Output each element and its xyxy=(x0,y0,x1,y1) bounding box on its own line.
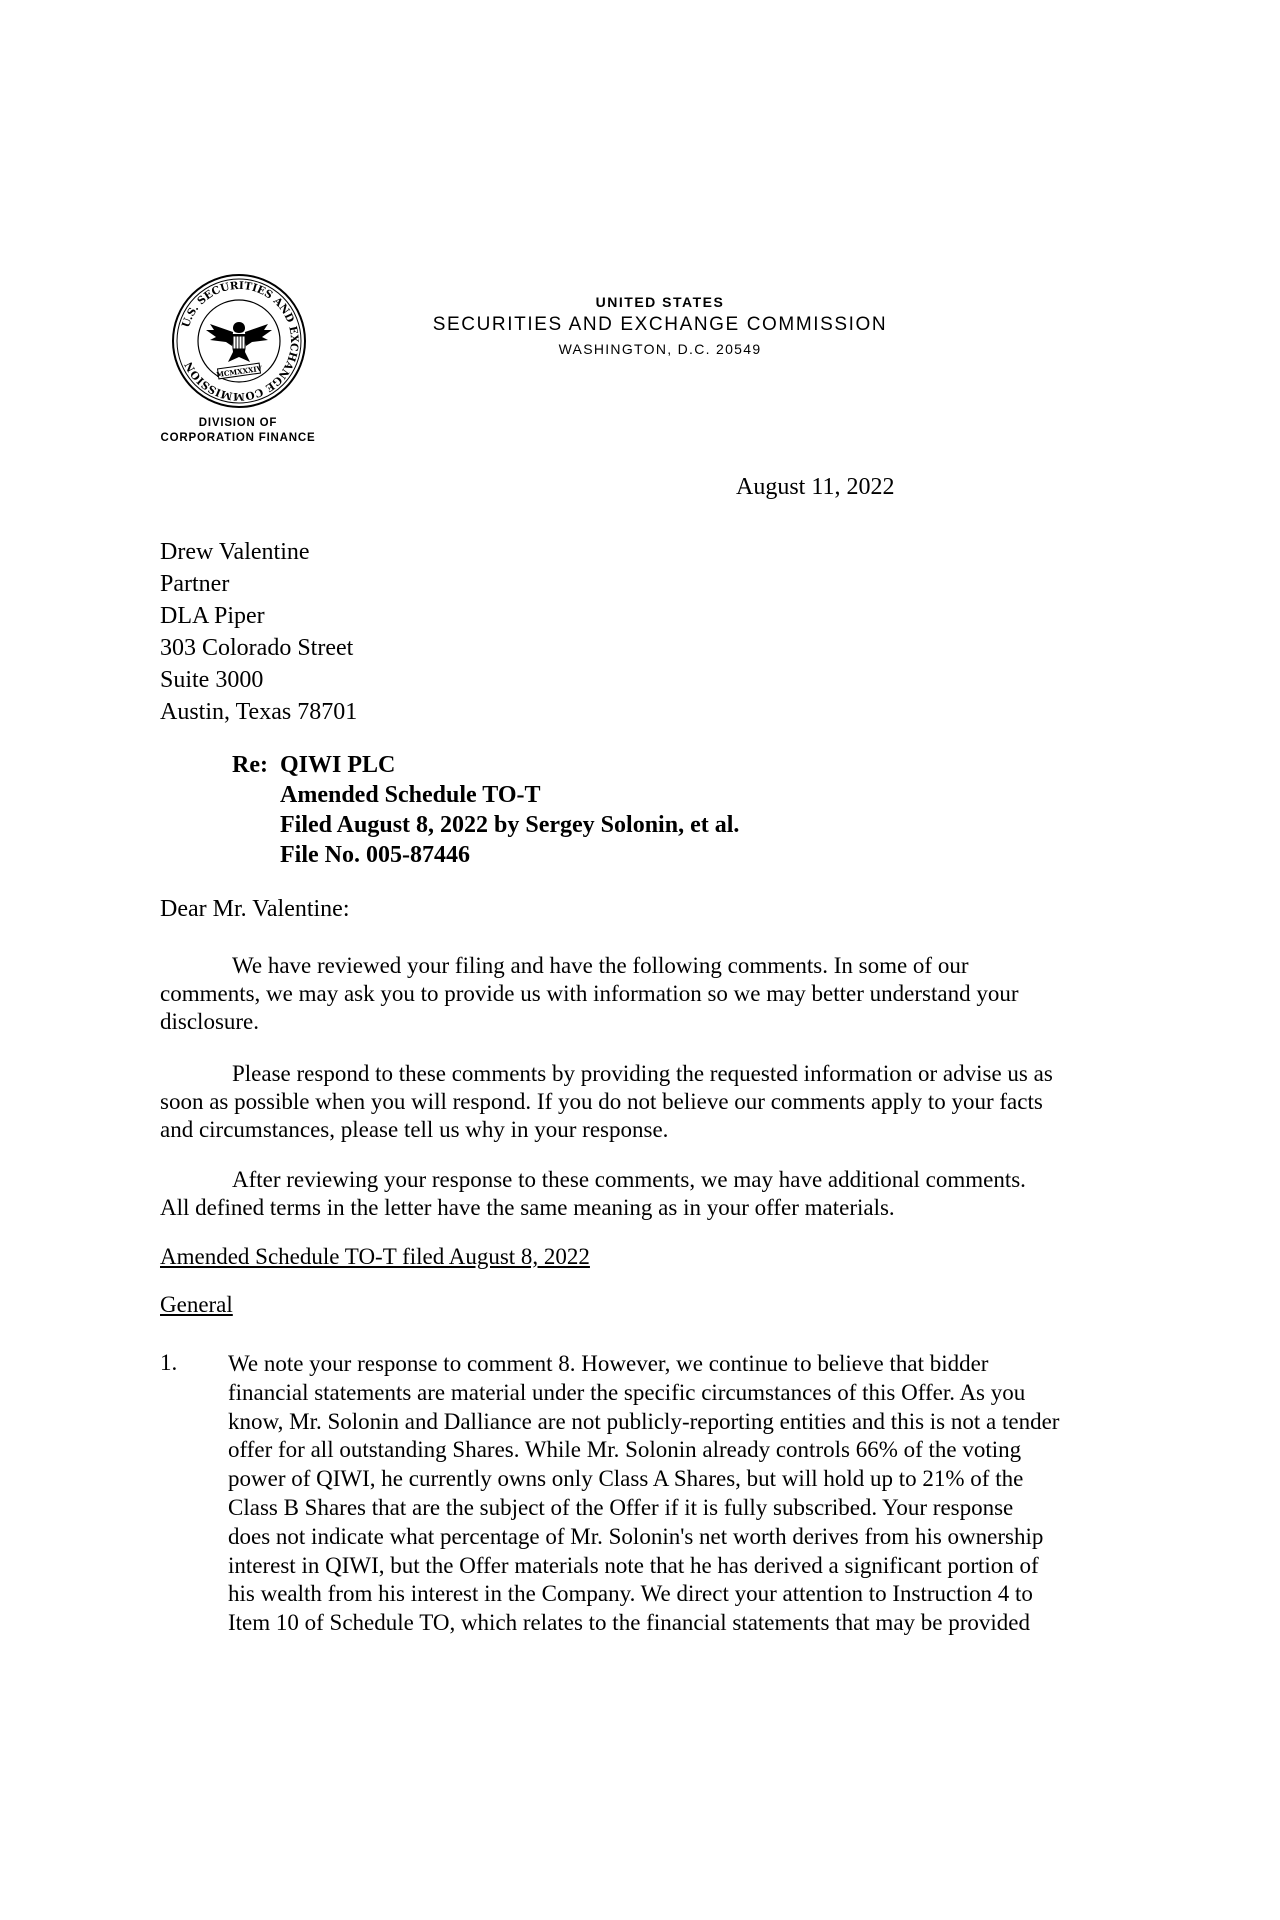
paragraph-3: After reviewing your response to these comments, we may have additional comments. All defined terms in the letter have the same meaning as in your offer materials. xyxy=(160,1167,1026,1220)
seal-year: MCMXXXIV xyxy=(215,363,263,380)
division-label xyxy=(148,416,328,446)
recipient-city: Austin, Texas 78701 xyxy=(160,699,358,725)
re-filed: Filed August 8, 2022 by Sergey Solonin, et al. xyxy=(280,812,740,838)
recipient-address xyxy=(160,536,357,728)
paragraph-2: Please respond to these comments by providing the requested information or advise us as soon as possible when you will respond. If you do not believe our comments apply to your facts and circumstances, please tell us why in your response. xyxy=(160,1061,1053,1142)
division-line-1: DIVISION OF xyxy=(198,417,278,429)
comment-number: 1. xyxy=(160,1350,178,1375)
letter-date: August 11, 2022 xyxy=(736,474,895,500)
letterhead-agency: SECURITIES AND EXCHANGE COMMISSION xyxy=(432,314,888,335)
subsection-heading: General xyxy=(160,1292,233,1317)
letterhead-address: WASHINGTON, D.C. 20549 xyxy=(558,341,762,357)
salutation: Dear Mr. Valentine: xyxy=(160,896,350,922)
re-schedule: Amended Schedule TO-T xyxy=(280,782,541,808)
seal-ring-text: U.S. SECURITIES AND EXCHANGE COMMISSION xyxy=(179,279,301,403)
letterhead xyxy=(400,292,920,360)
recipient-title: Partner xyxy=(160,571,230,597)
recipient-name: Drew Valentine xyxy=(160,539,310,565)
eagle-icon xyxy=(206,322,272,362)
re-company: QIWI PLC xyxy=(280,752,396,778)
recipient-firm: DLA Piper xyxy=(160,603,265,629)
recipient-suite: Suite 3000 xyxy=(160,667,264,693)
re-file-number: File No. 005-87446 xyxy=(280,842,470,868)
comment-1-text: We note your response to comment 8. However, we continue to believe that bidder financial statements are material under the specific circumstances of this Offer. As you know, Mr. Solonin and Dalliance are not publicly-reporting entities and this is not a tender offer for all outstanding Shares. While Mr. Solonin already controls 66% of the voting power of QIWI, he currently owns only Class A Shares, but will hold up to 21% of the Class B Shares that are the subject of the Offer if it is fully subscribed. Your response does not indicate what percentage of Mr. Solonin's net worth derives from his ownership interest in QIWI, but the Offer materials note that he has derived a significant portion of his wealth from his interest in the Company. We direct your attention to Instruction 4 to Item 10 of Schedule TO, which relates to the financial statements that may be provided xyxy=(228,1351,1060,1636)
section-heading: Amended Schedule TO-T filed August 8, 2022 xyxy=(160,1244,590,1269)
re-label: Re: xyxy=(232,752,268,778)
paragraph-1: We have reviewed your filing and have the following comments. In some of our comments, we may ask you to provide us with information so we may better understand your disclosure. xyxy=(160,953,1019,1034)
recipient-street: 303 Colorado Street xyxy=(160,635,354,661)
re-block xyxy=(232,750,739,870)
division-line-2: CORPORATION FINANCE xyxy=(160,432,316,444)
letterhead-country: UNITED STATES xyxy=(595,294,725,310)
sec-seal-logo xyxy=(170,272,308,410)
